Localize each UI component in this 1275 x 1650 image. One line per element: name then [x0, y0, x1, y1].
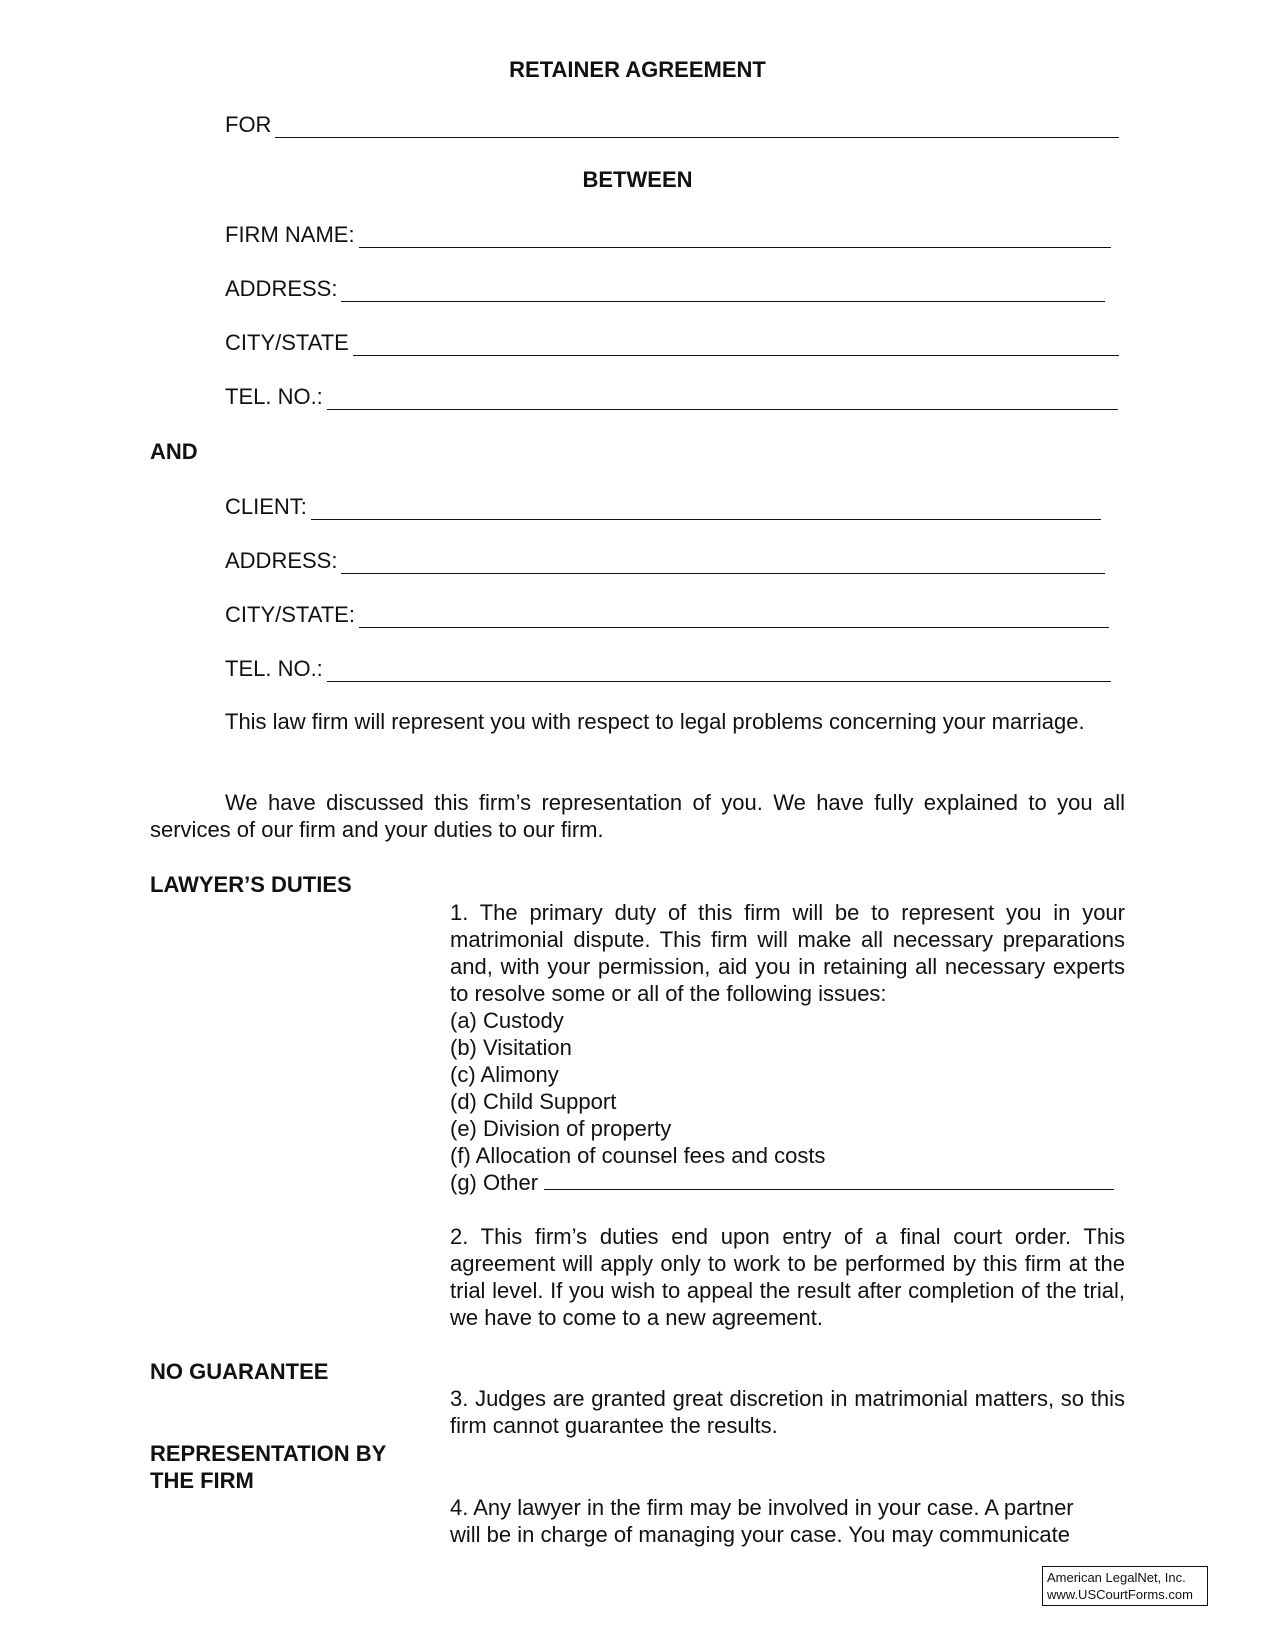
firm-city-state-blank[interactable] [353, 337, 1119, 356]
and-heading: AND [150, 439, 198, 464]
client-city-state-field [225, 602, 1109, 628]
firm-address-label: ADDRESS: [225, 276, 338, 301]
client-name-blank[interactable] [311, 501, 1101, 520]
duty-4-line-1: 4. Any lawyer in the firm may be involved in your case. A partner [450, 1495, 1074, 1520]
for-blank[interactable] [275, 119, 1119, 138]
firm-name-label: FIRM NAME: [225, 222, 355, 247]
document-title: RETAINER AGREEMENT [509, 57, 766, 82]
no-guarantee-heading: NO GUARANTEE [150, 1359, 329, 1384]
firm-city-state-label: CITY/STATE [225, 330, 349, 355]
publisher-url: www.USCourtForms.com [1047, 1587, 1193, 1602]
intro-paragraph-1: This law firm will represent you with respect to legal problems concerning your marriage. [225, 709, 1085, 734]
intro-paragraph-2: We have discussed this firm’s representation of you. We have fully explained to you all services of our firm and your duties to our firm. [150, 790, 1125, 842]
firm-tel-blank[interactable] [327, 391, 1118, 410]
issue-item: (a) Custody [450, 1008, 564, 1033]
client-address-field [225, 548, 1105, 574]
issue-item: (d) Child Support [450, 1089, 617, 1114]
issue-item: (b) Visitation [450, 1035, 572, 1060]
client-address-label: ADDRESS: [225, 548, 338, 573]
issue-other-blank[interactable] [544, 1171, 1114, 1190]
issue-other-label: (g) Other [450, 1170, 539, 1195]
issue-item: (e) Division of property [450, 1116, 672, 1141]
issue-item: (c) Alimony [450, 1062, 559, 1087]
firm-name-field [225, 222, 1111, 248]
duty-4-line-2: will be in charge of managing your case. You may communicate [450, 1522, 1071, 1547]
client-name-label: CLIENT: [225, 494, 307, 519]
duties-column [450, 899, 1125, 1196]
firm-tel-label: TEL. NO.: [225, 384, 323, 409]
client-tel-blank[interactable] [327, 663, 1111, 682]
firm-tel-field [225, 384, 1118, 410]
firm-city-state-field [225, 330, 1119, 356]
for-label: FOR [225, 112, 272, 137]
representation-heading-line-2: THE FIRM [150, 1468, 254, 1493]
firm-address-blank[interactable] [341, 283, 1105, 302]
for-field [225, 112, 1119, 138]
client-name-field [225, 494, 1101, 520]
publisher-stamp [1042, 1566, 1208, 1606]
duty-2-text: 2. This firm’s duties end upon entry of a final court order. This agreement will apply only to work to be performed by this firm at the trial level. If you wish to appeal the result after completion of the trial, we have to come to a new agreement. [450, 1224, 1125, 1330]
client-city-state-blank[interactable] [359, 609, 1109, 628]
client-address-blank[interactable] [341, 555, 1105, 574]
lawyers-duties-heading: LAWYER’S DUTIES [150, 872, 352, 897]
firm-name-blank[interactable] [359, 229, 1111, 248]
duty-1-text: 1. The primary duty of this firm will be to represent you in your matrimonial dispute. This firm will make all necessary preparations and, with your permission, aid you in retaining all necessary experts to resolve some or all of the following issues: [450, 900, 1125, 1006]
firm-address-field [225, 276, 1105, 302]
client-tel-field [225, 656, 1111, 682]
publisher-name: American LegalNet, Inc. [1047, 1570, 1186, 1585]
duty-3-block [450, 1385, 1125, 1439]
issue-other [450, 1169, 1125, 1196]
client-tel-label: TEL. NO.: [225, 656, 323, 681]
issue-item: (f) Allocation of counsel fees and costs [450, 1143, 826, 1168]
between-heading: BETWEEN [582, 167, 693, 192]
representation-heading-line-1: REPRESENTATION BY [150, 1441, 387, 1466]
duty-2-block [450, 1223, 1125, 1331]
client-city-state-label: CITY/STATE: [225, 602, 355, 627]
duty-3-text: 3. Judges are granted great discretion in matrimonial matters, so this firm cannot guarantee the results. [450, 1386, 1125, 1438]
